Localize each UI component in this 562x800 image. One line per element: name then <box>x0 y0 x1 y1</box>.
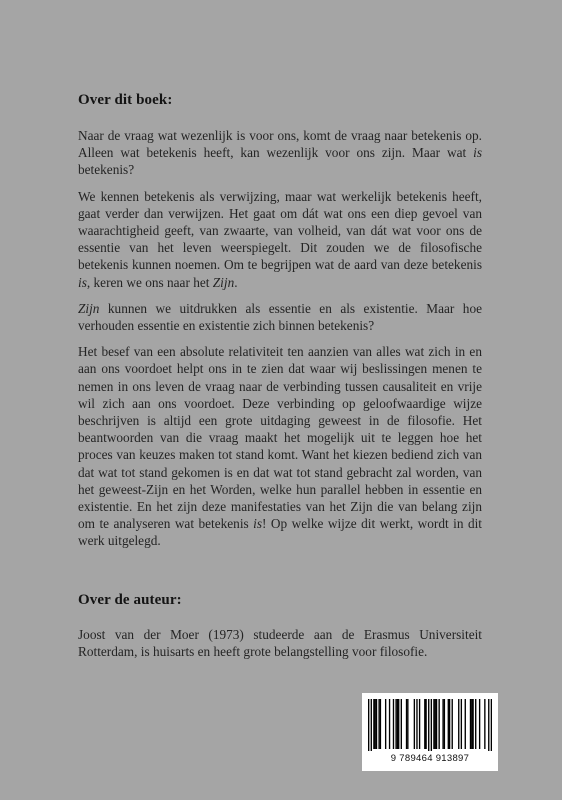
barcode-bar <box>376 699 377 749</box>
barcode-bar <box>375 699 376 749</box>
barcode-bar <box>471 699 472 749</box>
barcode-bar <box>488 699 489 751</box>
barcode-bar <box>491 699 492 751</box>
barcode-bar <box>433 699 434 749</box>
barcode-bar <box>448 699 449 749</box>
barcode-bar <box>470 699 471 749</box>
cover-text <box>78 92 482 660</box>
barcode-bar <box>401 699 402 749</box>
barcode-bar <box>416 699 417 749</box>
barcode-bar <box>373 699 374 749</box>
italic-emphasis: is <box>253 516 263 532</box>
italic-emphasis: is <box>78 274 87 290</box>
barcode-bar <box>424 699 425 749</box>
paragraph: Het besef van een absolute relativiteit ten aanzien van alles wat zich in en aan ons voordoet helpt ons in te zien dat waar wij beslissingen menen te nemen in ons leven de vraag naar de verbinding tussen causaliteit en vrije wil zich aan ons voordoet. Deze verbinding op geloofwaardige wijze beschrijven is altijd een grote uitdaging geweest in de filosofie. Het beantwoorden van die vraag maakt het mogelijk uit te leggen hoe het proces van keuzes maken tot stand komt. Want het kiezen bediend zich van dat wat tot stand gekomen is en dat wat tot stand gebracht zal worden, van het geweest-Zijn en het Worden, welke hun parallel hebben in essentie en existentie. En het zijn deze manifestaties van het Zijn die van belang zijn om te analyseren wat betekenis is! Op welke wijze dit werkt, wordt in dit werk uitgelegd. <box>78 344 482 549</box>
barcode-bar <box>425 699 426 749</box>
barcode-bar <box>465 699 466 749</box>
barcode-bar <box>368 699 369 751</box>
barcode-bars <box>368 699 492 751</box>
barcode-bar <box>397 699 398 749</box>
barcode-bar <box>385 699 386 749</box>
barcode-bar <box>452 699 453 749</box>
barcode-bar <box>484 699 485 749</box>
barcode-bar <box>435 699 436 749</box>
isbn-barcode <box>362 693 498 771</box>
barcode-bar <box>461 699 462 749</box>
barcode-bar <box>449 699 450 749</box>
barcode-bar <box>431 699 432 751</box>
barcode-bar <box>458 699 459 749</box>
author-bio: Joost van der Moer (1973) studeerde aan de Erasmus Universiteit Rotterdam, is huisarts en heeft grote belangstelling voor filosofie. <box>78 626 482 659</box>
barcode-bar <box>398 699 399 749</box>
barcode-bar <box>475 699 476 749</box>
barcode-bar <box>472 699 473 749</box>
barcode-bar <box>414 699 415 749</box>
barcode-bar <box>371 699 372 751</box>
barcode-bar <box>428 699 429 751</box>
italic-emphasis: Zijn <box>212 274 235 290</box>
barcode-bar <box>380 699 381 749</box>
italic-emphasis: Zijn <box>78 300 100 316</box>
barcode-bar <box>444 699 445 749</box>
paragraph: We kennen betekenis als verwijzing, maar wat werkelijk betekenis heeft, gaat verder dan verwijzen. Het gaat om dát wat ons een diep gevoel van waarachtigheid geeft, van zwaarte, van volheid, van dát wat voor ons de essentie van het leven weerspiegelt. Dit zouden we de filosofische betekenis kunnen noemen. Om te begrijpen wat de aard van deze betekenis is, keren we ons naar het Zijn. <box>78 188 482 290</box>
barcode-bar <box>419 699 420 749</box>
barcode-bar <box>479 699 480 749</box>
barcode-bar <box>395 699 396 749</box>
section-heading-about-author: Over de auteur: <box>78 591 182 608</box>
barcode-bar <box>438 699 439 749</box>
isbn-number: 9 789464 913897 <box>390 753 470 764</box>
barcode-bar <box>436 699 437 749</box>
barcode-bar <box>378 699 379 749</box>
barcode-bar <box>393 699 394 749</box>
paragraph: Naar de vraag wat wezenlijk is voor ons, komt de vraag naar betekenis op. Alleen wat betekenis heeft, kan wezenlijk voor ons zijn. Maar wat is betekenis? <box>78 128 482 178</box>
barcode-bar <box>442 699 443 749</box>
barcode-bar <box>407 699 408 749</box>
barcode-bar <box>406 699 407 749</box>
barcode-bar <box>389 699 390 749</box>
italic-emphasis: is <box>473 145 482 161</box>
section-heading-about-book: Over dit boek: <box>78 92 173 108</box>
paragraph: Zijn kunnen we uitdrukken als essentie en als existentie. Maar hoe verhouden essentie en existentie zich binnen betekenis? <box>78 300 482 334</box>
